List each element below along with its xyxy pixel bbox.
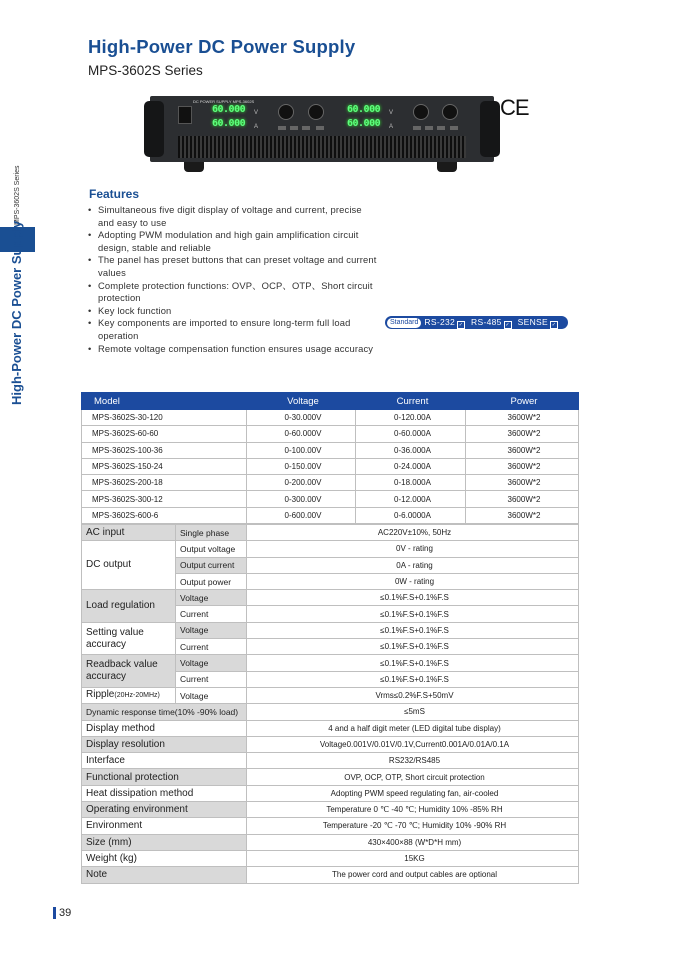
table-row	[82, 442, 579, 458]
spec-value: Vrms≤0.2%F.S+50mV	[247, 687, 579, 703]
spec-sublabel: Output voltage	[176, 541, 247, 557]
spec-row	[82, 769, 579, 785]
spec-sublabel: Current	[176, 606, 247, 622]
spec-value: AC220V±10%, 50Hz	[247, 525, 579, 541]
spec-sublabel: Output current	[176, 557, 247, 573]
spec-value: 0W - rating	[247, 573, 579, 589]
spec-value: Voltage0.001V/0.01V/0.1V,Current0.001A/0.01A/0.1A	[247, 736, 579, 752]
page-title: High-Power DC Power Supply	[88, 36, 356, 57]
features-heading: Features	[89, 187, 140, 201]
power-cell: 3600W*2	[466, 491, 579, 507]
knob-icon	[308, 104, 324, 120]
spec-value: Temperature -20 ℃ -70 ℃; Humidity 10% -90% RH	[247, 818, 579, 834]
power-cell: 3600W*2	[466, 507, 579, 523]
spec-label	[82, 590, 176, 623]
spec-label: Size (mm)	[82, 834, 247, 850]
spec-value: 0V - rating	[247, 541, 579, 557]
spec-value: OVP, OCP, OTP, Short circuit protection	[247, 769, 579, 785]
table-row	[82, 426, 579, 442]
feature-item: • Key lock function	[88, 305, 378, 318]
spec-label-text: AC input	[86, 526, 125, 538]
feature-item: • Adopting PWM modulation and high gain amplification circuit design, stable and reliable	[88, 229, 378, 254]
voltage-cell: 0-300.00V	[247, 491, 356, 507]
product-image	[150, 96, 494, 162]
power-switch	[178, 106, 192, 124]
checkbox-icon: ✓	[551, 321, 557, 328]
spec-row	[82, 753, 579, 769]
spec-value: ≤0.1%F.S+0.1%F.S	[247, 655, 579, 671]
voltage-cell: 0-30.000V	[247, 410, 356, 426]
spec-value: Adopting PWM speed regulating fan, air-cooled	[247, 785, 579, 801]
display-voltage-2: 60.000	[347, 104, 381, 115]
col-model: Model	[82, 393, 247, 410]
current-cell: 0-60.000A	[356, 426, 466, 442]
spec-row	[82, 802, 579, 818]
spec-label: Note	[82, 867, 247, 883]
spec-value: ≤0.1%F.S+0.1%F.S	[247, 622, 579, 638]
table-row	[82, 458, 579, 474]
voltage-cell: 0-600.00V	[247, 507, 356, 523]
display-current-1: 60.000	[212, 118, 246, 129]
foot	[437, 162, 457, 172]
spec-sublabel: Voltage	[176, 622, 247, 638]
spec-label-text: Setting value accuracy	[86, 626, 144, 650]
model-cell: MPS-3602S-300-12	[82, 491, 247, 507]
spec-value: 4 and a half digit meter (LED digital tube display)	[247, 720, 579, 736]
spec-label: Environment	[82, 818, 247, 834]
option-sense: SENSE ✓	[517, 316, 557, 328]
spec-row	[82, 736, 579, 752]
unit-v-2: V	[389, 110, 394, 116]
spec-label	[82, 655, 176, 688]
option-rs485: RS-485 ✓	[471, 316, 510, 328]
feature-item: • Complete protection functions: OVP、OCP、OTP、Short circuit protection	[88, 280, 378, 305]
spec-sublabel: Current	[176, 671, 247, 687]
spec-value: 15KG	[247, 850, 579, 866]
model-cell: MPS-3602S-150-24	[82, 458, 247, 474]
spec-label: Display method	[82, 720, 247, 736]
spec-value: ≤0.1%F.S+0.1%F.S	[247, 606, 579, 622]
spec-row	[82, 541, 579, 557]
current-cell: 0-12.000A	[356, 491, 466, 507]
unit-a-2: A	[389, 124, 394, 130]
col-voltage: Voltage	[247, 393, 356, 410]
spec-label: Weight (kg)	[82, 850, 247, 866]
feature-item: • The panel has preset buttons that can preset voltage and current values	[88, 254, 378, 279]
spec-label: Functional protection	[82, 769, 247, 785]
spec-row	[82, 818, 579, 834]
current-cell: 0-36.000A	[356, 442, 466, 458]
spec-sublabel: Single phase	[176, 525, 247, 541]
power-cell: 3600W*2	[466, 442, 579, 458]
spec-value: ≤0.1%F.S+0.1%F.S	[247, 639, 579, 655]
spec-value: ≤5mS	[247, 704, 579, 720]
standard-label: Standard	[387, 318, 421, 328]
current-cell: 0-18.000A	[356, 475, 466, 491]
voltage-cell: 0-100.00V	[247, 442, 356, 458]
voltage-cell: 0-60.000V	[247, 426, 356, 442]
power-cell: 3600W*2	[466, 426, 579, 442]
spec-row	[82, 687, 579, 703]
power-cell: 3600W*2	[466, 410, 579, 426]
spec-row	[82, 850, 579, 866]
spec-label: Interface	[82, 753, 247, 769]
table-header-row	[82, 393, 579, 410]
standard-interfaces-badge	[385, 316, 568, 329]
foot	[184, 162, 204, 172]
spec-label-note: (20Hz-20MHz)	[114, 692, 160, 700]
unit-a-1: A	[254, 124, 259, 130]
spec-row	[82, 590, 579, 606]
spec-value: Temperature 0 ℃ -40 ℃; Humidity 10% -85% RH	[247, 802, 579, 818]
features-list	[88, 204, 378, 355]
unit-v-1: V	[254, 110, 259, 116]
spec-label: Dynamic response time(10% -90% load)	[82, 704, 247, 720]
knob-icon	[442, 104, 458, 120]
spec-sublabel: Voltage	[176, 590, 247, 606]
model-table	[81, 392, 579, 524]
spec-sublabel: Current	[176, 639, 247, 655]
spec-label	[82, 687, 176, 703]
power-cell: 3600W*2	[466, 475, 579, 491]
spec-value: ≤0.1%F.S+0.1%F.S	[247, 671, 579, 687]
spec-label-text: Readback value accuracy	[86, 659, 158, 683]
spec-value: ≤0.1%F.S+0.1%F.S	[247, 590, 579, 606]
spec-row	[82, 720, 579, 736]
page-number: 39	[53, 907, 71, 919]
spec-label	[82, 541, 176, 590]
spec-label-text: DC output	[86, 559, 132, 571]
feature-item: • Remote voltage compensation function ensures usage accuracy	[88, 343, 378, 356]
spec-value: RS232/RS485	[247, 753, 579, 769]
model-cell: MPS-3602S-60-60	[82, 426, 247, 442]
model-cell: MPS-3602S-200-18	[82, 475, 247, 491]
model-cell: MPS-3602S-30-120	[82, 410, 247, 426]
side-series-label: MPS-3602S Series	[14, 165, 21, 225]
spec-label: Display resolution	[82, 736, 247, 752]
display-voltage-1: 60.000	[212, 104, 246, 115]
spec-sublabel: Voltage	[176, 687, 247, 703]
checkbox-icon: ✓	[505, 321, 510, 328]
spec-row	[82, 834, 579, 850]
spec-value: The power cord and output cables are optional	[247, 867, 579, 883]
current-cell: 0-6.0000A	[356, 507, 466, 523]
left-handle	[144, 101, 164, 157]
spec-label	[82, 622, 176, 655]
vent-grille	[178, 136, 466, 158]
spec-row	[82, 525, 579, 541]
ce-mark: CE	[500, 95, 529, 120]
spec-value: 0A - rating	[247, 557, 579, 573]
feature-item: • Key components are imported to ensure long-term full load operation	[88, 317, 378, 342]
table-row	[82, 410, 579, 426]
spec-row	[82, 622, 579, 638]
col-current: Current	[356, 393, 466, 410]
model-cell: MPS-3602S-600-6	[82, 507, 247, 523]
device-brand: DC POWER SUPPLY MPS-3602S	[193, 99, 255, 104]
spec-sublabel: Voltage	[176, 655, 247, 671]
spec-row	[82, 867, 579, 883]
col-power: Power	[466, 393, 579, 410]
voltage-cell: 0-150.00V	[247, 458, 356, 474]
spec-label: Heat dissipation method	[82, 785, 247, 801]
table-row	[82, 475, 579, 491]
knob-icon	[278, 104, 294, 120]
current-cell: 0-120.00A	[356, 410, 466, 426]
page-subtitle: MPS-3602S Series	[88, 63, 203, 78]
display-current-2: 60.000	[347, 118, 381, 129]
table-row	[82, 507, 579, 523]
spec-label-text: Load regulation	[86, 599, 155, 611]
spec-row	[82, 704, 579, 720]
table-row	[82, 491, 579, 507]
model-cell: MPS-3602S-100-36	[82, 442, 247, 458]
current-cell: 0-24.000A	[356, 458, 466, 474]
checkbox-icon: ✓	[458, 321, 464, 328]
spec-table	[81, 524, 579, 884]
side-category-label: High-Power DC Power Supply	[9, 220, 24, 405]
right-handle	[480, 101, 500, 157]
option-rs232: RS-232 ✓	[424, 316, 464, 328]
knob-icon	[413, 104, 429, 120]
spec-label-text: Ripple	[86, 689, 115, 701]
spec-value: 430×400×88 (W*D*H mm)	[247, 834, 579, 850]
spec-label	[82, 525, 176, 541]
power-cell: 3600W*2	[466, 458, 579, 474]
voltage-cell: 0-200.00V	[247, 475, 356, 491]
spec-row	[82, 655, 579, 671]
feature-item: • Simultaneous five digit display of voltage and current, precise and easy to use	[88, 204, 378, 229]
spec-label: Operating environment	[82, 802, 247, 818]
spec-sublabel: Output power	[176, 573, 247, 589]
spec-row	[82, 785, 579, 801]
